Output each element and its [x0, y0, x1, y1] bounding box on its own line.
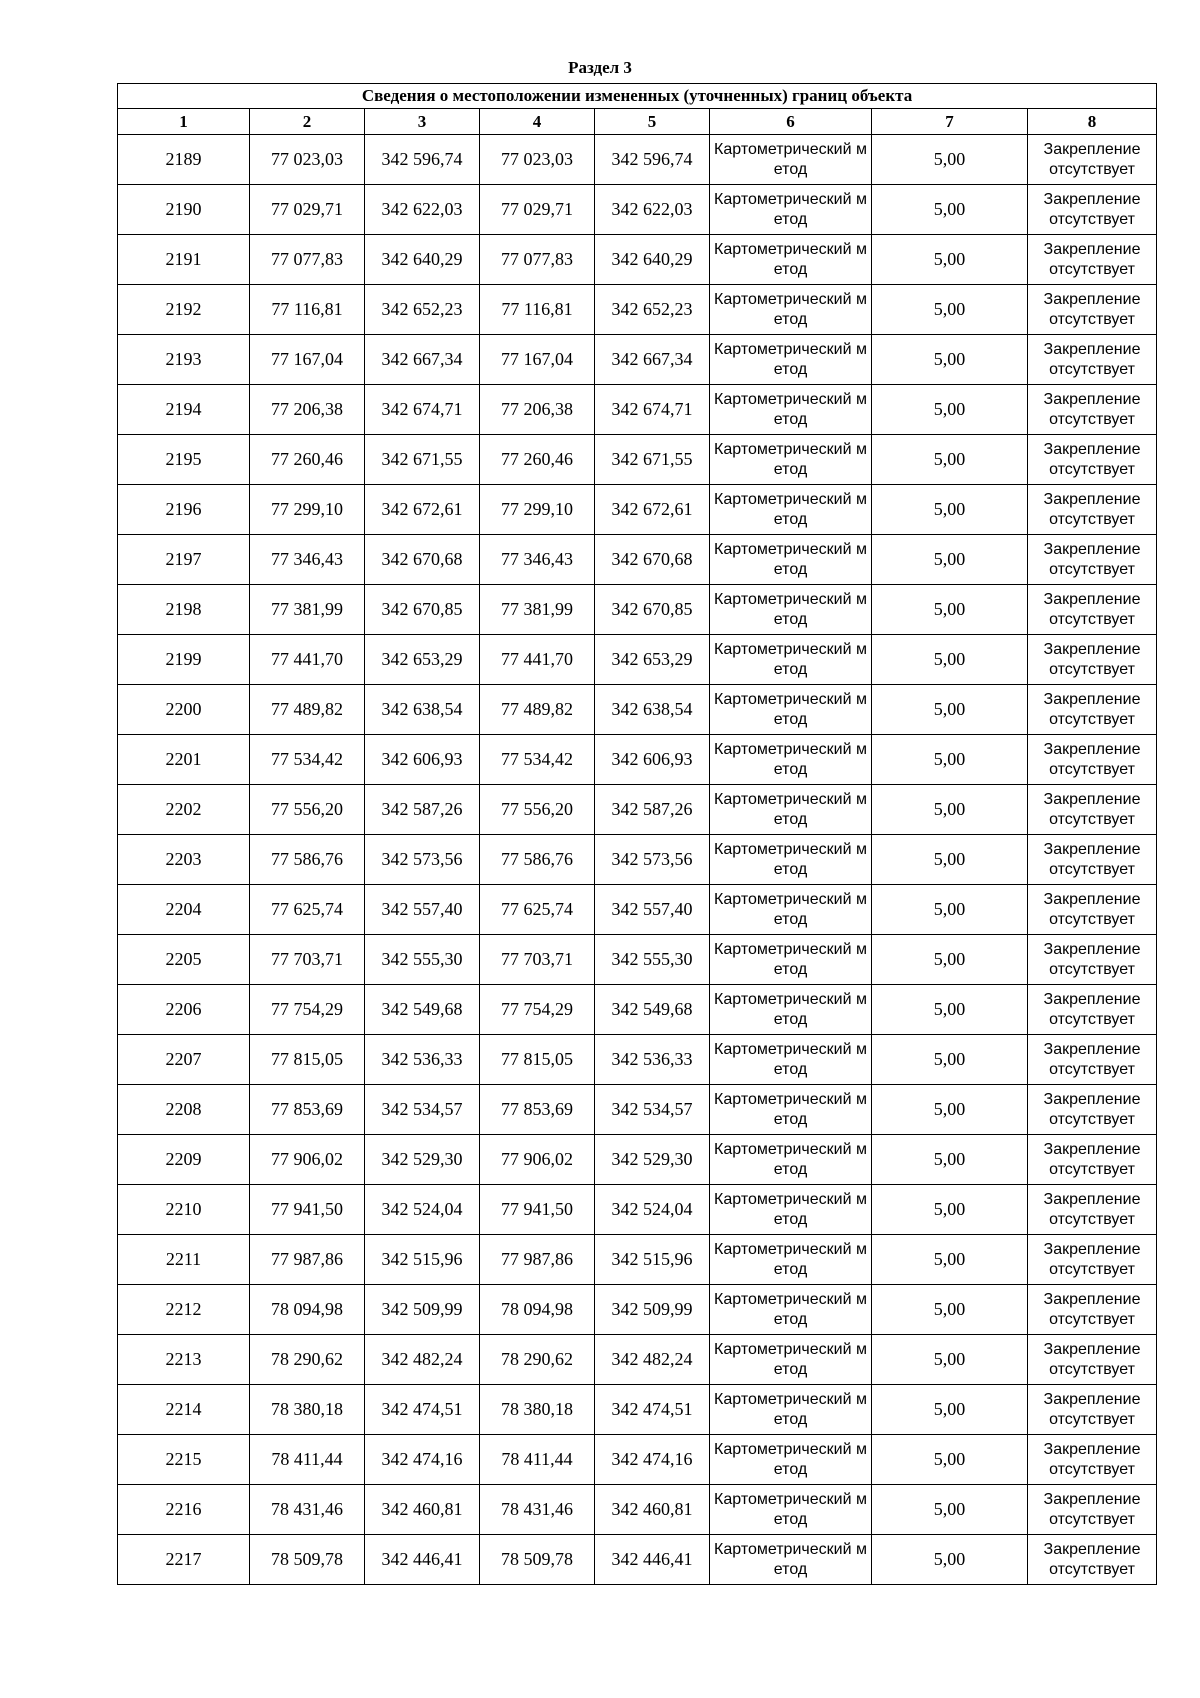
x-new-cell: 77 023,03 — [480, 135, 595, 185]
y-new-cell: 342 509,99 — [595, 1285, 710, 1335]
table-row — [118, 185, 1157, 235]
x-new-cell: 77 489,82 — [480, 685, 595, 735]
x-new-cell: 77 815,05 — [480, 1035, 595, 1085]
table-row — [118, 1335, 1157, 1385]
method-cell: Картометрический метод — [710, 1335, 872, 1385]
point-number-cell: 2198 — [118, 585, 250, 635]
fixing-cell: Закрепление отсутствует — [1028, 1485, 1157, 1535]
fixing-cell: Закрепление отсутствует — [1028, 435, 1157, 485]
y-old-cell: 342 672,61 — [365, 485, 480, 535]
method-cell: Картометрический метод — [710, 1035, 872, 1085]
y-old-cell: 342 529,30 — [365, 1135, 480, 1185]
point-number-cell: 2212 — [118, 1285, 250, 1335]
y-old-cell: 342 640,29 — [365, 235, 480, 285]
accuracy-cell: 5,00 — [872, 485, 1028, 535]
accuracy-cell: 5,00 — [872, 335, 1028, 385]
point-number-cell: 2208 — [118, 1085, 250, 1135]
y-new-cell: 342 529,30 — [595, 1135, 710, 1185]
y-old-cell: 342 555,30 — [365, 935, 480, 985]
x-new-cell: 78 509,78 — [480, 1535, 595, 1585]
point-number-cell: 2206 — [118, 985, 250, 1035]
x-new-cell: 78 094,98 — [480, 1285, 595, 1335]
x-new-cell: 77 906,02 — [480, 1135, 595, 1185]
fixing-cell: Закрепление отсутствует — [1028, 1185, 1157, 1235]
y-old-cell: 342 652,23 — [365, 285, 480, 335]
x-old-cell: 77 116,81 — [250, 285, 365, 335]
y-new-cell: 342 536,33 — [595, 1035, 710, 1085]
accuracy-cell: 5,00 — [872, 685, 1028, 735]
point-number-cell: 2216 — [118, 1485, 250, 1535]
x-old-cell: 77 441,70 — [250, 635, 365, 685]
x-new-cell: 77 853,69 — [480, 1085, 595, 1135]
y-old-cell: 342 536,33 — [365, 1035, 480, 1085]
table-row — [118, 1535, 1157, 1585]
table-row — [118, 1385, 1157, 1435]
y-old-cell: 342 670,68 — [365, 535, 480, 585]
fixing-cell: Закрепление отсутствует — [1028, 1235, 1157, 1285]
method-cell: Картометрический метод — [710, 985, 872, 1035]
y-new-cell: 342 555,30 — [595, 935, 710, 985]
table-row — [118, 835, 1157, 885]
accuracy-cell: 5,00 — [872, 385, 1028, 435]
fixing-cell: Закрепление отсутствует — [1028, 1335, 1157, 1385]
point-number-cell: 2202 — [118, 785, 250, 835]
method-cell: Картометрический метод — [710, 185, 872, 235]
column-number: 5 — [595, 109, 710, 135]
y-old-cell: 342 460,81 — [365, 1485, 480, 1535]
x-new-cell: 77 167,04 — [480, 335, 595, 385]
x-new-cell: 77 299,10 — [480, 485, 595, 535]
point-number-cell: 2209 — [118, 1135, 250, 1185]
table-row — [118, 585, 1157, 635]
y-old-cell: 342 606,93 — [365, 735, 480, 785]
table-caption-row — [118, 84, 1157, 109]
accuracy-cell: 5,00 — [872, 435, 1028, 485]
y-new-cell: 342 534,57 — [595, 1085, 710, 1135]
table-row — [118, 1135, 1157, 1185]
x-old-cell: 78 380,18 — [250, 1385, 365, 1435]
point-number-cell: 2197 — [118, 535, 250, 585]
x-new-cell: 77 381,99 — [480, 585, 595, 635]
y-new-cell: 342 474,16 — [595, 1435, 710, 1485]
y-old-cell: 342 622,03 — [365, 185, 480, 235]
fixing-cell: Закрепление отсутствует — [1028, 385, 1157, 435]
y-new-cell: 342 596,74 — [595, 135, 710, 185]
x-old-cell: 78 509,78 — [250, 1535, 365, 1585]
y-new-cell: 342 524,04 — [595, 1185, 710, 1235]
accuracy-cell: 5,00 — [872, 1035, 1028, 1085]
x-old-cell: 77 489,82 — [250, 685, 365, 735]
fixing-cell: Закрепление отсутствует — [1028, 785, 1157, 835]
table-row — [118, 385, 1157, 435]
fixing-cell: Закрепление отсутствует — [1028, 335, 1157, 385]
y-old-cell: 342 509,99 — [365, 1285, 480, 1335]
column-number-row — [118, 109, 1157, 135]
point-number-cell: 2189 — [118, 135, 250, 185]
accuracy-cell: 5,00 — [872, 985, 1028, 1035]
method-cell: Картометрический метод — [710, 785, 872, 835]
point-number-cell: 2194 — [118, 385, 250, 435]
column-number: 1 — [118, 109, 250, 135]
x-old-cell: 77 586,76 — [250, 835, 365, 885]
x-new-cell: 77 260,46 — [480, 435, 595, 485]
method-cell: Картометрический метод — [710, 835, 872, 885]
y-old-cell: 342 638,54 — [365, 685, 480, 735]
y-new-cell: 342 667,34 — [595, 335, 710, 385]
column-number: 4 — [480, 109, 595, 135]
fixing-cell: Закрепление отсутствует — [1028, 685, 1157, 735]
table-row — [118, 935, 1157, 985]
accuracy-cell: 5,00 — [872, 1485, 1028, 1535]
accuracy-cell: 5,00 — [872, 1235, 1028, 1285]
fixing-cell: Закрепление отсутствует — [1028, 735, 1157, 785]
y-new-cell: 342 474,51 — [595, 1385, 710, 1435]
y-new-cell: 342 460,81 — [595, 1485, 710, 1535]
accuracy-cell: 5,00 — [872, 1385, 1028, 1435]
fixing-cell: Закрепление отсутствует — [1028, 1435, 1157, 1485]
x-new-cell: 77 941,50 — [480, 1185, 595, 1235]
x-new-cell: 78 431,46 — [480, 1485, 595, 1535]
y-old-cell: 342 596,74 — [365, 135, 480, 185]
method-cell: Картометрический метод — [710, 735, 872, 785]
y-new-cell: 342 573,56 — [595, 835, 710, 885]
accuracy-cell: 5,00 — [872, 585, 1028, 635]
x-old-cell: 78 431,46 — [250, 1485, 365, 1535]
x-new-cell: 77 586,76 — [480, 835, 595, 885]
method-cell: Картометрический метод — [710, 1185, 872, 1235]
fixing-cell: Закрепление отсутствует — [1028, 285, 1157, 335]
y-new-cell: 342 606,93 — [595, 735, 710, 785]
fixing-cell: Закрепление отсутствует — [1028, 835, 1157, 885]
fixing-cell: Закрепление отсутствует — [1028, 1385, 1157, 1435]
table-row — [118, 335, 1157, 385]
table-row — [118, 1085, 1157, 1135]
x-old-cell: 77 260,46 — [250, 435, 365, 485]
x-old-cell: 77 815,05 — [250, 1035, 365, 1085]
y-new-cell: 342 482,24 — [595, 1335, 710, 1385]
point-number-cell: 2214 — [118, 1385, 250, 1435]
x-new-cell: 77 703,71 — [480, 935, 595, 985]
y-new-cell: 342 557,40 — [595, 885, 710, 935]
fixing-cell: Закрепление отсутствует — [1028, 1035, 1157, 1085]
accuracy-cell: 5,00 — [872, 1185, 1028, 1235]
method-cell: Картометрический метод — [710, 335, 872, 385]
table-row — [118, 535, 1157, 585]
y-old-cell: 342 667,34 — [365, 335, 480, 385]
fixing-cell: Закрепление отсутствует — [1028, 585, 1157, 635]
column-number: 6 — [710, 109, 872, 135]
column-number: 2 — [250, 109, 365, 135]
accuracy-cell: 5,00 — [872, 1135, 1028, 1185]
y-old-cell: 342 474,51 — [365, 1385, 480, 1435]
x-old-cell: 77 299,10 — [250, 485, 365, 535]
accuracy-cell: 5,00 — [872, 735, 1028, 785]
x-new-cell: 77 987,86 — [480, 1235, 595, 1285]
accuracy-cell: 5,00 — [872, 535, 1028, 585]
table-row — [118, 885, 1157, 935]
method-cell: Картометрический метод — [710, 385, 872, 435]
point-number-cell: 2207 — [118, 1035, 250, 1085]
point-number-cell: 2204 — [118, 885, 250, 935]
fixing-cell: Закрепление отсутствует — [1028, 485, 1157, 535]
point-number-cell: 2191 — [118, 235, 250, 285]
method-cell: Картометрический метод — [710, 1435, 872, 1485]
method-cell: Картометрический метод — [710, 635, 872, 685]
point-number-cell: 2193 — [118, 335, 250, 385]
fixing-cell: Закрепление отсутствует — [1028, 185, 1157, 235]
y-old-cell: 342 653,29 — [365, 635, 480, 685]
point-number-cell: 2200 — [118, 685, 250, 735]
accuracy-cell: 5,00 — [872, 185, 1028, 235]
table-row — [118, 1235, 1157, 1285]
method-cell: Картометрический метод — [710, 435, 872, 485]
y-new-cell: 342 638,54 — [595, 685, 710, 735]
x-old-cell: 77 941,50 — [250, 1185, 365, 1235]
table-row — [118, 685, 1157, 735]
point-number-cell: 2203 — [118, 835, 250, 885]
accuracy-cell: 5,00 — [872, 1335, 1028, 1385]
fixing-cell: Закрепление отсутствует — [1028, 535, 1157, 585]
accuracy-cell: 5,00 — [872, 1535, 1028, 1585]
x-old-cell: 77 556,20 — [250, 785, 365, 835]
y-new-cell: 342 672,61 — [595, 485, 710, 535]
y-new-cell: 342 674,71 — [595, 385, 710, 435]
table-caption: Сведения о местоположении измененных (уточненных) границ объекта — [118, 84, 1157, 109]
x-new-cell: 77 556,20 — [480, 785, 595, 835]
x-old-cell: 78 094,98 — [250, 1285, 365, 1335]
accuracy-cell: 5,00 — [872, 285, 1028, 335]
x-old-cell: 77 754,29 — [250, 985, 365, 1035]
y-old-cell: 342 474,16 — [365, 1435, 480, 1485]
table-row — [118, 1435, 1157, 1485]
accuracy-cell: 5,00 — [872, 635, 1028, 685]
point-number-cell: 2199 — [118, 635, 250, 685]
section-title: Раздел 3 — [568, 58, 632, 77]
accuracy-cell: 5,00 — [872, 235, 1028, 285]
x-new-cell: 77 346,43 — [480, 535, 595, 585]
point-number-cell: 2195 — [118, 435, 250, 485]
point-number-cell: 2210 — [118, 1185, 250, 1235]
method-cell: Картометрический метод — [710, 935, 872, 985]
method-cell: Картометрический метод — [710, 1135, 872, 1185]
fixing-cell: Закрепление отсутствует — [1028, 885, 1157, 935]
table-row — [118, 135, 1157, 185]
method-cell: Картометрический метод — [710, 885, 872, 935]
x-old-cell: 77 029,71 — [250, 185, 365, 235]
point-number-cell: 2192 — [118, 285, 250, 335]
fixing-cell: Закрепление отсутствует — [1028, 1085, 1157, 1135]
accuracy-cell: 5,00 — [872, 885, 1028, 935]
x-old-cell: 77 625,74 — [250, 885, 365, 935]
fixing-cell: Закрепление отсутствует — [1028, 135, 1157, 185]
method-cell: Картометрический метод — [710, 1485, 872, 1535]
table-row — [118, 635, 1157, 685]
y-new-cell: 342 652,23 — [595, 285, 710, 335]
fixing-cell: Закрепление отсутствует — [1028, 635, 1157, 685]
table-row — [118, 1185, 1157, 1235]
method-cell: Картометрический метод — [710, 485, 872, 535]
x-old-cell: 77 023,03 — [250, 135, 365, 185]
y-new-cell: 342 515,96 — [595, 1235, 710, 1285]
fixing-cell: Закрепление отсутствует — [1028, 235, 1157, 285]
table-row — [118, 1285, 1157, 1335]
y-old-cell: 342 534,57 — [365, 1085, 480, 1135]
accuracy-cell: 5,00 — [872, 1085, 1028, 1135]
x-old-cell: 77 987,86 — [250, 1235, 365, 1285]
table-row — [118, 485, 1157, 535]
y-old-cell: 342 587,26 — [365, 785, 480, 835]
method-cell: Картометрический метод — [710, 1535, 872, 1585]
x-new-cell: 77 534,42 — [480, 735, 595, 785]
point-number-cell: 2213 — [118, 1335, 250, 1385]
x-old-cell: 77 206,38 — [250, 385, 365, 435]
x-new-cell: 78 290,62 — [480, 1335, 595, 1385]
table-row — [118, 785, 1157, 835]
x-new-cell: 77 441,70 — [480, 635, 595, 685]
x-old-cell: 77 167,04 — [250, 335, 365, 385]
y-new-cell: 342 670,68 — [595, 535, 710, 585]
x-new-cell: 77 754,29 — [480, 985, 595, 1035]
y-new-cell: 342 640,29 — [595, 235, 710, 285]
point-number-cell: 2205 — [118, 935, 250, 985]
y-old-cell: 342 674,71 — [365, 385, 480, 435]
x-old-cell: 78 290,62 — [250, 1335, 365, 1385]
fixing-cell: Закрепление отсутствует — [1028, 1135, 1157, 1185]
x-old-cell: 77 381,99 — [250, 585, 365, 635]
accuracy-cell: 5,00 — [872, 135, 1028, 185]
y-old-cell: 342 573,56 — [365, 835, 480, 885]
y-old-cell: 342 515,96 — [365, 1235, 480, 1285]
point-number-cell: 2196 — [118, 485, 250, 535]
y-old-cell: 342 670,85 — [365, 585, 480, 635]
fixing-cell: Закрепление отсутствует — [1028, 985, 1157, 1035]
column-number: 8 — [1028, 109, 1157, 135]
y-old-cell: 342 524,04 — [365, 1185, 480, 1235]
x-old-cell: 78 411,44 — [250, 1435, 365, 1485]
fixing-cell: Закрепление отсутствует — [1028, 935, 1157, 985]
fixing-cell: Закрепление отсутствует — [1028, 1285, 1157, 1335]
method-cell: Картометрический метод — [710, 285, 872, 335]
accuracy-cell: 5,00 — [872, 935, 1028, 985]
y-old-cell: 342 557,40 — [365, 885, 480, 935]
x-new-cell: 78 411,44 — [480, 1435, 595, 1485]
y-old-cell: 342 482,24 — [365, 1335, 480, 1385]
y-new-cell: 342 622,03 — [595, 185, 710, 235]
x-old-cell: 77 534,42 — [250, 735, 365, 785]
y-old-cell: 342 671,55 — [365, 435, 480, 485]
y-new-cell: 342 446,41 — [595, 1535, 710, 1585]
method-cell: Картометрический метод — [710, 685, 872, 735]
x-new-cell: 77 116,81 — [480, 285, 595, 335]
y-new-cell: 342 653,29 — [595, 635, 710, 685]
x-old-cell: 77 853,69 — [250, 1085, 365, 1135]
method-cell: Картометрический метод — [710, 585, 872, 635]
boundary-table — [117, 83, 1157, 1585]
y-new-cell: 342 549,68 — [595, 985, 710, 1035]
x-new-cell: 77 029,71 — [480, 185, 595, 235]
table-row — [118, 235, 1157, 285]
x-new-cell: 77 625,74 — [480, 885, 595, 935]
table-row — [118, 1035, 1157, 1085]
table-row — [118, 435, 1157, 485]
point-number-cell: 2215 — [118, 1435, 250, 1485]
x-new-cell: 77 206,38 — [480, 385, 595, 435]
x-old-cell: 77 077,83 — [250, 235, 365, 285]
accuracy-cell: 5,00 — [872, 835, 1028, 885]
accuracy-cell: 5,00 — [872, 1285, 1028, 1335]
x-new-cell: 78 380,18 — [480, 1385, 595, 1435]
table-row — [118, 985, 1157, 1035]
column-number: 3 — [365, 109, 480, 135]
method-cell: Картометрический метод — [710, 235, 872, 285]
x-old-cell: 77 346,43 — [250, 535, 365, 585]
x-new-cell: 77 077,83 — [480, 235, 595, 285]
method-cell: Картометрический метод — [710, 1235, 872, 1285]
x-old-cell: 77 906,02 — [250, 1135, 365, 1185]
table-body — [118, 135, 1157, 1585]
y-old-cell: 342 446,41 — [365, 1535, 480, 1585]
point-number-cell: 2217 — [118, 1535, 250, 1585]
y-old-cell: 342 549,68 — [365, 985, 480, 1035]
method-cell: Картометрический метод — [710, 1385, 872, 1435]
table-row — [118, 1485, 1157, 1535]
method-cell: Картометрический метод — [710, 1085, 872, 1135]
accuracy-cell: 5,00 — [872, 1435, 1028, 1485]
y-new-cell: 342 587,26 — [595, 785, 710, 835]
y-new-cell: 342 670,85 — [595, 585, 710, 635]
x-old-cell: 77 703,71 — [250, 935, 365, 985]
method-cell: Картометрический метод — [710, 535, 872, 585]
point-number-cell: 2190 — [118, 185, 250, 235]
accuracy-cell: 5,00 — [872, 785, 1028, 835]
point-number-cell: 2211 — [118, 1235, 250, 1285]
method-cell: Картометрический метод — [710, 1285, 872, 1335]
method-cell: Картометрический метод — [710, 135, 872, 185]
table-row — [118, 285, 1157, 335]
fixing-cell: Закрепление отсутствует — [1028, 1535, 1157, 1585]
point-number-cell: 2201 — [118, 735, 250, 785]
y-new-cell: 342 671,55 — [595, 435, 710, 485]
table-row — [118, 735, 1157, 785]
column-number: 7 — [872, 109, 1028, 135]
